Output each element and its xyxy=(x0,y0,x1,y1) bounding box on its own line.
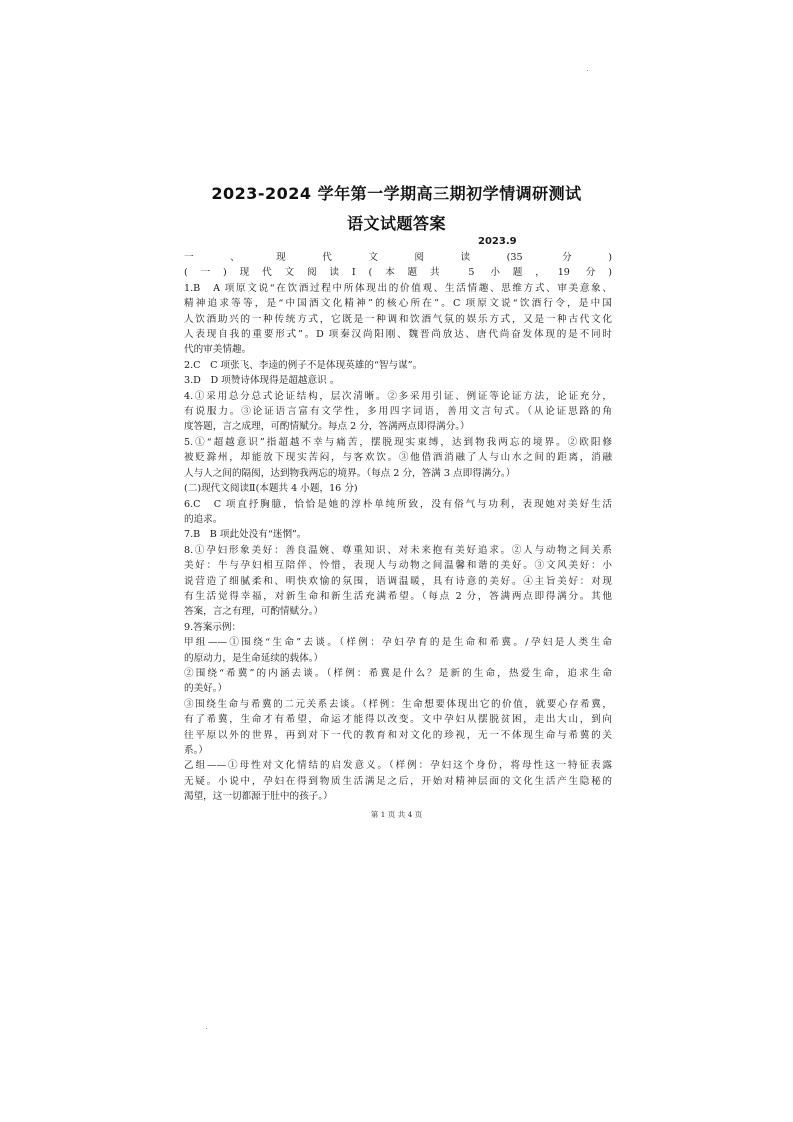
answer-line: 4.①采用总分总式论证结构，层次清晰。②多采用引证、例证等论证方法，论证充分， xyxy=(184,390,612,402)
answer-line: (一)现代文阅读Ⅰ(本题共 5 小题，19 分) xyxy=(184,267,612,279)
answer-line: 精神追求等等，是“中国酒文化精神”的核心所在”。C 项原文说“饮酒行令，是中国 xyxy=(184,298,612,310)
answer-line: 被贬滁州，却能放下现实苦闷，与客欢饮。③他借酒消融了人与山水之间的距离，消融 xyxy=(184,452,612,464)
answer-line: 3.D D 项赞诗体现得是超越意识 。 xyxy=(184,375,340,387)
answer-line: 乙组——①母性对文化情结的启发意义。（样例：孕妇这个身份，将母性这一特征表露 xyxy=(184,760,612,772)
answer-line: 渴望，这一切都源于肚中的孩子。） xyxy=(184,791,333,803)
answer-line: 1.B A 项原文说“在饮酒过程中所体现出的价值观、生活情趣、思维方式、审美意象、 xyxy=(184,282,612,294)
answer-line: 代的审美情趣。 xyxy=(184,344,252,356)
exam-date: 2023.9 xyxy=(478,236,517,247)
answer-line: 有生活觉得幸福，对新生命和新生活充满希望。（每点 2 分，答满两点即得满分。其他 xyxy=(184,590,612,602)
answer-line: 2.C C 项张飞、李逵的例子不是体现英雄的“智与谋”。 xyxy=(184,359,423,371)
answer-line: 的原动力，是生命延续的载体。） xyxy=(184,652,324,664)
answer-body xyxy=(184,250,612,805)
answer-line: 9.答案示例： xyxy=(184,621,242,633)
answer-line: 度答题，言之成理，可酌情赋分。每点 2 分，答满两点即得满分。） xyxy=(184,421,470,433)
answer-line: 一、现代文阅读(35 分) xyxy=(184,252,612,263)
answer-line: 6.C C 项直抒胸臆，恰恰是她的淳朴单纯所致，没有俗气与功利，表现她对美好生活 xyxy=(184,498,612,510)
answer-line: 无疑。小说中，孕妇在得到物质生活满足之后，开始对精神层面的文化生活产生隐秘的 xyxy=(184,775,612,787)
scan-speck xyxy=(587,70,588,71)
answer-line: 5.①“超越意识”指超越不幸与痛苦，摆脱现实束缚，达到物我两忘的境界。②欧阳修 xyxy=(184,436,612,448)
answer-line: 人表现自我的重要形式”。D 项秦汉尚阳刚、魏晋尚放达、唐代尚奋发体现的是不同时 xyxy=(184,329,612,341)
answer-line: 答案，言之有理，可酌情赋分。） xyxy=(184,606,324,618)
answer-line: 的追求。 xyxy=(184,513,223,525)
answer-line: 8.①孕妇形象美好：善良温婉、尊重知识、对未来抱有美好追求。②人与动物之间关系 xyxy=(184,544,612,556)
answer-line: 系。） xyxy=(184,745,208,756)
answer-line: ②围绕“希冀”的内涵去谈。（样例：希冀是什么？是新的生命，热爱生命，追求生命 xyxy=(184,667,612,679)
answer-line: 说营造了细腻柔和、明快欢愉的氛围，语调温暖，具有诗意的美好。④主旨美好：对现 xyxy=(184,575,612,587)
answer-line: 往平原以外的世界，再到对下一代的教育和对文化的珍视，无一不体现生命与希冀的关 xyxy=(184,729,612,741)
page-footer: 第 1 页 共 4 页 xyxy=(370,810,423,819)
answer-line: 7.B B 项此处没有“迷惘”。 xyxy=(184,529,307,541)
answer-line: 甲组——①围绕“生命”去谈。（样例：孕妇孕育的是生命和希冀。/孕妇是人类生命 xyxy=(184,637,612,649)
answer-line: 人与人之间的隔阂，达到物我两忘的境界。（每点 2 分，答满 3 点即得满分。） xyxy=(184,467,516,479)
scan-speck xyxy=(206,1028,207,1029)
answer-line: 有说服力。③论证语言富有文学性，多用四字词语，善用文言句式。（从论证思路的角 xyxy=(184,406,612,418)
answer-line: 的美好。） xyxy=(184,683,228,695)
page-title: 2023-2024 学年第一学期高三期初学情调研测试 xyxy=(211,184,582,203)
answer-line: 美好：牛与孕妇相互陪伴、怜惜，表现人与动物之间温馨和谐的美好。③文风美好：小 xyxy=(184,560,612,572)
answer-line: ③围绕生命与希冀的二元关系去谈。（样例：生命想要体现出它的价值，就要心存希冀， xyxy=(184,698,612,710)
answer-line: (二)现代文阅读Ⅱ(本题共 4 小题，16 分) xyxy=(184,483,358,495)
page-subtitle: 语文试题答案 xyxy=(346,214,446,233)
answer-line: 有了希冀，生命才有希望，命运才能得以改变。文中孕妇从摆脱贫困，走出大山，到向 xyxy=(184,714,612,726)
answer-line: 人饮酒助兴的一种传统方式，它既是一种调和饮酒气氛的娱乐方式，又是一种古代文化 xyxy=(184,313,612,325)
